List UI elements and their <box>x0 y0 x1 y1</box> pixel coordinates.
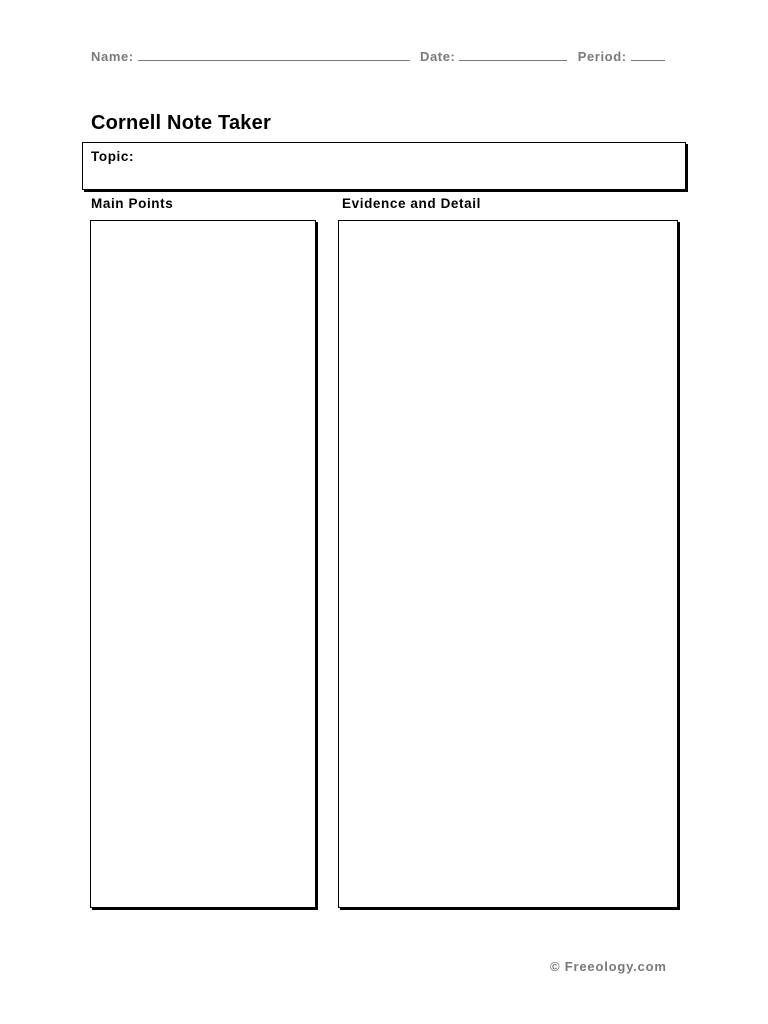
name-label: Name: <box>91 49 134 64</box>
topic-box[interactable] <box>82 142 686 190</box>
topic-label: Topic: <box>91 149 135 164</box>
main-points-label: Main Points <box>91 196 174 211</box>
period-label: Period: <box>577 49 627 64</box>
main-points-box[interactable] <box>90 220 316 908</box>
date-blank-field[interactable] <box>459 49 567 61</box>
page-title: Cornell Note Taker <box>91 112 271 134</box>
date-label: Date: <box>419 49 456 64</box>
student-info-line <box>91 49 681 64</box>
name-blank-field[interactable] <box>138 49 410 61</box>
period-blank-field[interactable] <box>631 49 665 61</box>
copyright-footer: © Freeology.com <box>550 959 667 974</box>
evidence-detail-label: Evidence and Detail <box>342 196 481 211</box>
evidence-detail-box[interactable] <box>338 220 678 908</box>
